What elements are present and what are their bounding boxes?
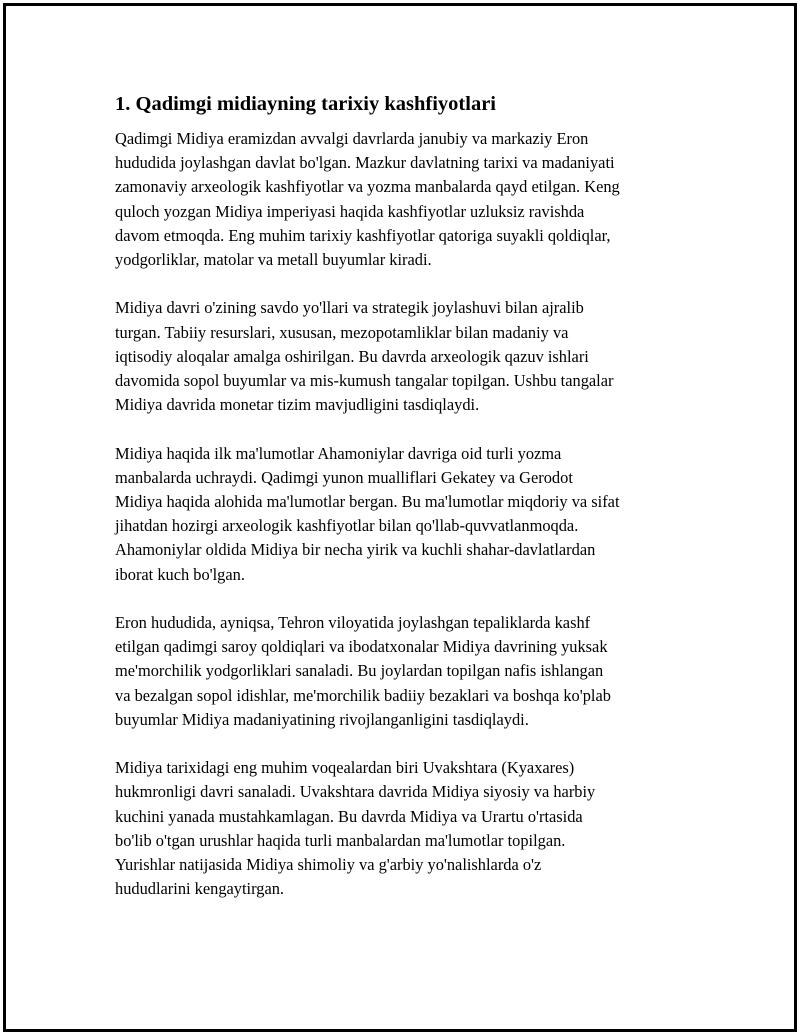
- text-line: zamonaviy arxeologik kashfiyotlar va yozma manbalarda qayd etilgan. Keng: [115, 177, 620, 197]
- text-line: Midiya davrida monetar tizim mavjudligini tasdiqlaydi.: [115, 395, 480, 415]
- text-line: jihatdan hozirgi arxeologik kashfiyotlar bilan qo'llab-quvvatlanmoqda.: [115, 516, 579, 536]
- text-line: hukmronligi davri sanaladi. Uvakshtara davrida Midiya siyosiy va harbiy: [115, 782, 596, 802]
- text-line: turgan. Tabiiy resurslari, xususan, mezopotamliklar bilan madaniy va: [115, 322, 569, 342]
- text-line: hududlarini kengaytirgan.: [115, 879, 285, 899]
- paragraph-1: [115, 127, 690, 272]
- text-line: Midiya tarixidagi eng muhim voqealardan biri Uvakshtara (Kyaxares): [115, 758, 575, 778]
- text-line: me'morchilik yodgorliklari sanaladi. Bu joylardan topilgan nafis ishlangan: [115, 661, 604, 681]
- text-line: quloch yozgan Midiya imperiyasi haqida kashfiyotlar uzluksiz ravishda: [115, 201, 585, 221]
- text-line: bo'lib o'tgan urushlar haqida turli manbalardan ma'lumotlar topilgan.: [115, 830, 566, 850]
- text-line: buyumlar Midiya madaniyatining rivojlanganligini tasdiqlaydi.: [115, 709, 529, 729]
- paragraph-2: [115, 296, 690, 417]
- paragraph-3: [115, 442, 690, 587]
- paragraph-4: [115, 611, 690, 732]
- section-heading: 1. Qadimgi midiayning tarixiy kashfiyotlari: [115, 93, 496, 115]
- text-line: Ahamoniylar oldida Midiya bir necha yirik va kuchli shahar-davlatlardan: [115, 540, 596, 560]
- text-line: va bezalgan sopol idishlar, me'morchilik badiiy bezaklari va boshqa ko'plab: [115, 685, 611, 705]
- text-line: yodgorliklar, matolar va metall buyumlar kiradi.: [115, 250, 432, 270]
- text-line: iqtisodiy aloqalar amalga oshirilgan. Bu davrda arxeologik qazuv ishlari: [115, 346, 589, 366]
- text-line: etilgan qadimgi saroy qoldiqlari va ibodatxonalar Midiya davrining yuksak: [115, 637, 608, 657]
- text-line: kuchini yanada mustahkamlagan. Bu davrda Midiya va Urartu o'rtasida: [115, 806, 583, 826]
- text-line: manbalarda uchraydi. Qadimgi yunon mualliflari Gekatey va Gerodot: [115, 467, 573, 487]
- text-line: hududida joylashgan davlat bo'lgan. Mazkur davlatning tarixi va madaniyati: [115, 153, 615, 173]
- text-line: Midiya haqida alohida ma'lumotlar bergan. Bu ma'lumotlar miqdoriy va sifat: [115, 492, 620, 512]
- text-line: davomida sopol buyumlar va mis-kumush tangalar topilgan. Ushbu tangalar: [115, 371, 614, 391]
- text-line: davom etmoqda. Eng muhim tarixiy kashfiyotlar qatoriga suyakli qoldiqlar,: [115, 225, 611, 245]
- document-body: [115, 91, 690, 926]
- paragraph-5: [115, 756, 690, 901]
- text-line: Midiya davri o'zining savdo yo'llari va strategik joylashuvi bilan ajralib: [115, 298, 584, 318]
- text-line: iborat kuch bo'lgan.: [115, 564, 245, 584]
- text-line: Eron hududida, ayniqsa, Tehron viloyatida joylashgan tepaliklarda kashf: [115, 613, 591, 633]
- text-line: Midiya haqida ilk ma'lumotlar Ahamoniylar davriga oid turli yozma: [115, 443, 562, 463]
- text-line: Qadimgi Midiya eramizdan avvalgi davrlarda janubiy va markaziy Eron: [115, 129, 589, 148]
- text-line: Yurishlar natijasida Midiya shimoliy va g'arbiy yo'nalishlarda o'z: [115, 855, 542, 875]
